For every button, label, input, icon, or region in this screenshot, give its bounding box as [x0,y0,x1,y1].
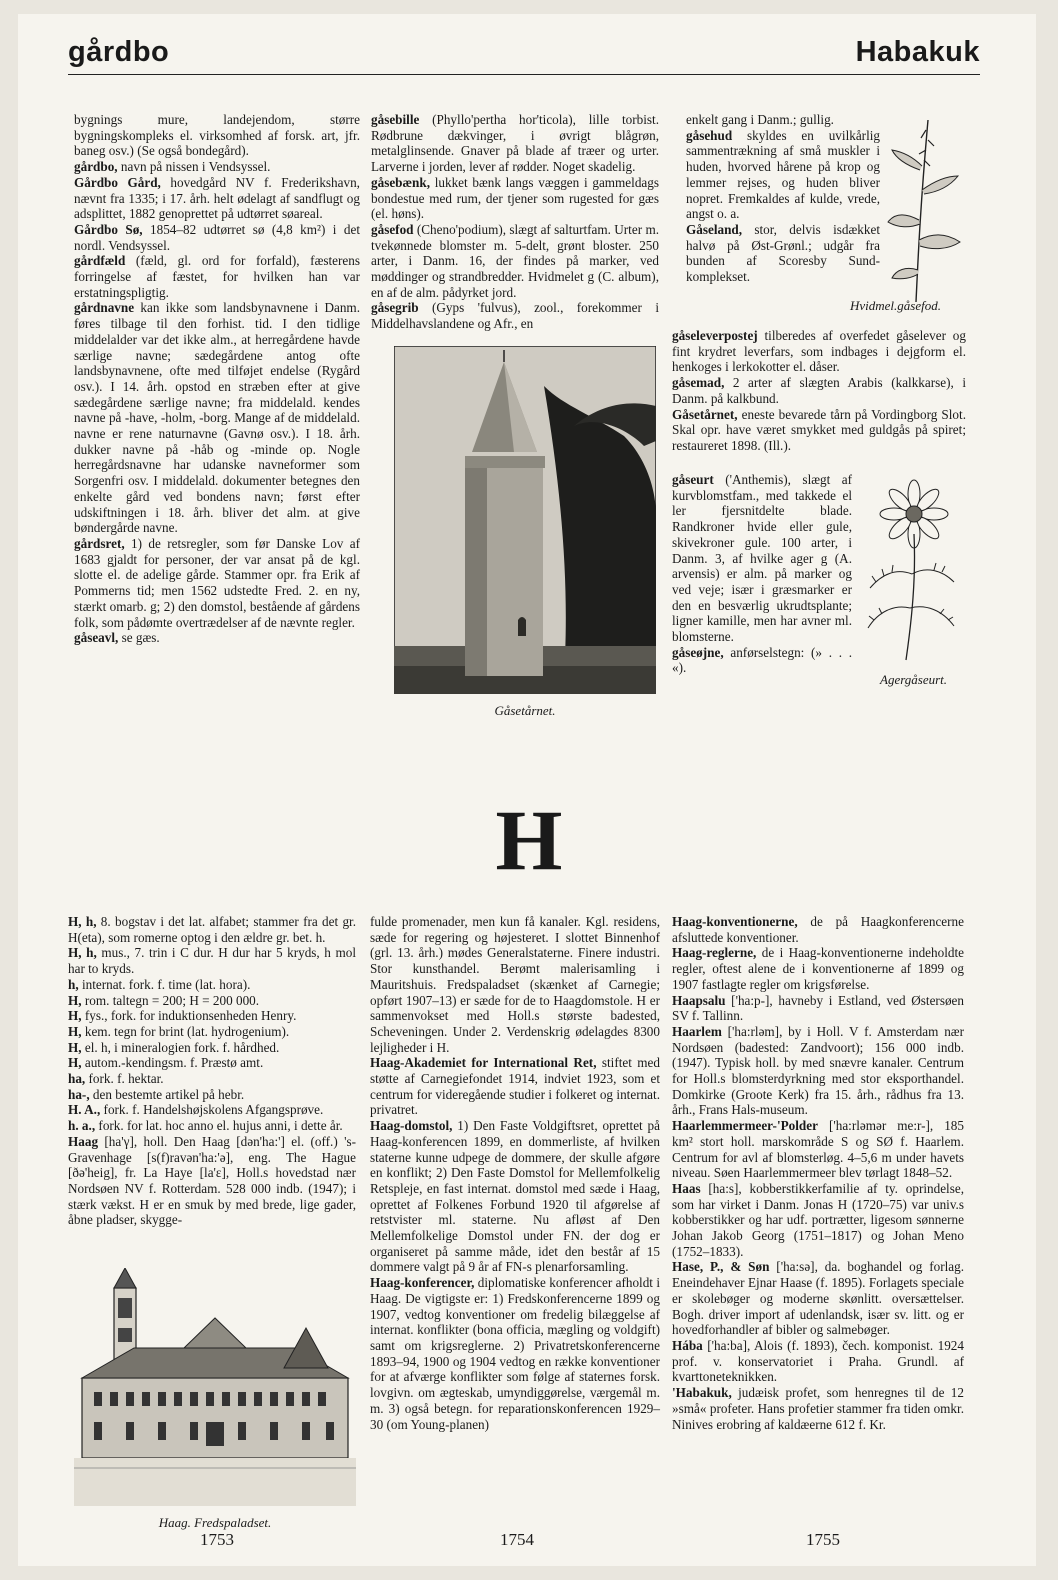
entry [74,112,360,159]
top-column-3b [672,328,966,454]
entry [68,1118,356,1134]
entry [371,175,659,222]
entry [371,300,659,331]
entry-headword: ha, [68,1071,86,1087]
entry-text: internat. fork. f. time (lat. hora). [78,976,251,992]
entry-text: de i Haag-konventionerne indeholdte regler, oftest alene de i konventionerne af 1899 og 1907 fastlagte regler om krigsførelse. [672,945,964,992]
entry [672,1181,964,1260]
entry [74,159,360,175]
entry-headword: Gåsetårnet, [672,406,738,422]
entry-text: fork. for lat. hoc anno el. hujus anni, i dette år. [95,1118,343,1134]
entry-headword: 'Habakuk, [672,1385,732,1401]
entry-headword: gåseavl, [74,630,119,646]
entry-headword: gåseleverpostej [672,328,758,343]
top-column-1 [74,112,360,646]
haag-figure [74,1268,356,1530]
entry-headword: gåseøjne, [672,644,724,660]
entry [68,1102,356,1118]
entry-headword: H, h, [68,945,97,961]
entry [672,645,852,676]
entry [370,1055,660,1118]
entry-headword: Hába [672,1337,703,1353]
entry [686,112,880,128]
entry-text: anførselstegn: (» . . . «). [672,644,852,676]
entry-headword: H. A., [68,1102,101,1118]
entry-headword: gårdbo, [74,159,118,175]
entry [74,222,360,253]
entry [68,914,356,945]
entry [68,977,356,993]
entry [370,1118,660,1275]
entry-text: hovedgård NV f. Frederikshavn, nævnt fra 1335; i 17. årh. helt ødelagt af sandflugt og adsplittet, 1882 genoprettet på udtørret søareal. [74,174,360,222]
entry [68,1071,356,1087]
entry-headword: ha-, [68,1086,90,1102]
entry-text: bygnings mure, landejendom, større bygningskompleks el. virksomhed af forsk. art, jfr. baneg osv.) (Se også bondegård). [74,112,360,159]
entry-text: ('Anthemis), slægt af kurvblomstfam., med takkede el ler fjersnitdelte blade. Randkroner hvide eller gule, skivekroner gule. 100 arter, i Danm. 3, af hvilke ager g (A. arvensis) er alm. på marker og ved veje; især i græsmarker er den en besværlig ukrudtsplante; ligner kamille, men har avner ml. blomsterne. [672,472,852,645]
entry-headword: h, [68,976,79,992]
entry-headword: H, [68,992,82,1008]
entry-text: skyldes en uvilkårlig sammentrækning af små muskler i huden, hvorved hårene på krop og lemmer rejses, og huden bliver nopret. Fremkaldes af kulde, vrede, angst o. a. [686,127,880,222]
entry [74,175,360,222]
entry [370,1275,660,1432]
section-letter: H [495,792,563,888]
top-column-2 [371,112,659,332]
entry-text: kem. tegn for brint (lat. hydrogenium). [81,1023,290,1039]
entry-text: 8. bogstav i det lat. alfabet; stammer fra det gr. H(eta), som romerne optog i den ældre gr. bet. h. [68,914,356,945]
top-column-3c [672,472,852,676]
entry [74,630,360,646]
entry [74,253,360,300]
entry-text: tilberedes af overfedet gåselever og fint krydret leverfars, som indbages i dejgform el. henkoges i lerkokotter el. dåser. [672,328,966,375]
page-number-1: 1753 [200,1530,234,1549]
top-column-3a [686,112,880,285]
running-head-left: gårdbo [68,36,170,68]
entry-text: (Phyllo'pertha hor'ticola), lille torbist. Rødbrune dækvinger, i øvrigt blågrøn, metalglinsende. Gnaver på blade af træer og urter. Larverne i jorden, lever af rødder. Noget skadelig. [371,112,659,175]
bottom-column-2 [370,914,660,1432]
entry-text: kan ikke som landsbynavnene i Danm. føres tilbage til den forhist. tid. I den tidlige middelalder var det ikke alm., at herregårdene havde særlige navne; sædegårdene antog ofte landsbynavnene, ofte med tilføjet endelse (Rygård osv.). I 14. årh. opstod en stræben efter at give sædegårdene særlige navne; fra middelald. kendes navne på -have, -holm, -borg. Mange af de middelald. navne er rene naturnavne (Gavnø osv.). I 18. årh. dukker navne på -håb og -minde op. Nogle herregårdsnavne har udanske navneformer som Sorgenfri osv. I middelald. dokumenter betegnes den enkelte gård ved bondens navn; først efter udskiftningen i 18. årh. bliver det alm. at give bøndergårde navne. [74,300,360,536]
entry [371,222,659,301]
entry [672,328,966,375]
entry-headword: H, [68,1023,82,1039]
entry [371,112,659,175]
header-rule [68,74,980,75]
entry [370,914,660,1055]
entry [672,472,852,645]
entry-text: ['ha:rləmər me:r-], 185 km² stort holl. marskområde S og SØ f. Haarlem. Centrum for avl af blomsterløg. 4–5,6 m under havets niveau. Søen Haarlemmermeer blev tørlagt 1848–52. [672,1118,964,1181]
entry-text: (fæld, gl. ord for forfald), fæsterens forringelse af fæstet, for hvilken han var erstatningspligtig. [74,253,360,300]
entry [672,407,966,454]
page-number-2: 1754 [500,1530,534,1549]
entry-text: diplomatiske konferencer afholdt i Haag. De vigtigste er: 1) Fredskonferencerne 1899 og 1907, vedtog konventioner om fredelig bilæggelse af internat. konflikter (bona officia, mægling og voldgift) samt om krigsreglerne. 2) Privatretskonferencerne 1893–94, 1900 og 1904 vedtog en række konventioner for at afværge konflikter som følge af staternes forsk. lovgivn. om ægteskab, umyndiggørelse, værgemål m. m. 3) også betegn. for reparationskonferencen 1929–30 (om Young-planen) [370,1275,660,1432]
entry [672,1259,964,1338]
entry-headword: gåsebænk, [371,174,430,190]
entry-headword: Haag-domstol, [370,1118,453,1134]
gasefod-caption: Hvidmel.gåsefod. [850,298,941,313]
entry-headword: Haag-konventionerne, [672,914,798,929]
entry-headword: gårdsret, [74,535,125,551]
entry [672,375,966,406]
entry-headword: Haapsalu [672,992,726,1008]
entry-text: 1) de retsregler, som før Danske Lov af 1683 gjaldt for personer, der var ansat på de kgl. slotte el. de adelige gårde. Stammer opr. fra Erik af Pommerns tid; men 1562 udstedte Fred. 2. en ny, stærkt omarb. g; 2) den domstol, bestående af gårdens folk, som pådømte overtrædelser af de nævnte regler. [74,535,360,630]
entry-text: (Cheno'podium), slægt af salturtfam. Urter m. tvekønnede blomster m. 5-delt, grønt bloster. 250 arter, i Danm. 16, der findes på marker, ved møddinger og strandbredder. Hvidmelet g (C. album), en af de alm. pådyrket jord. [371,221,659,300]
agergaseurt-figure [856,478,966,668]
entry-text: judæisk profet, som henregnes til de 12 »små« profeter. Hans profetier stammer fra tiden omkr. Ninives erobring af kaldæerne 612 f. Kr. [672,1385,964,1432]
entry-headword: gårdnavne [74,300,135,316]
entry [672,993,964,1024]
entry-headword: Haarlem [672,1023,722,1039]
entry-text: fork. f. Handelshøjskolens Afgangsprøve. [100,1102,324,1118]
entry-text: se gæs. [118,630,160,646]
entry-headword: gåsegrib [371,300,419,316]
entry-headword: H, [68,1039,82,1055]
entry [68,1040,356,1056]
entry-headword: H, h, [68,914,97,929]
entry-headword: gårdfæld [74,253,126,269]
entry-text: 2 arter af slægten Arabis (kalkkarse), i Danm. på kalkbund. [672,375,966,406]
entry-text: enkelt gang i Danm.; gullig. [686,112,834,127]
agergaseurt-caption: Agergåseurt. [880,672,948,687]
entry-headword: Haag-reglerne, [672,945,757,961]
entry-text: [ha'γ], holl. Den Haag [dən'ha:'] el. (off.) 's-Gravenhage [s(f)ravən'ha:'ə], eng. The Hague [ðə'heig], fr. La Haye [la'ε], Holl.s hovedstad nær Nordsøen NV f. Rotterdam. 528 000 indb. (1947); i stærk vækst. H er en smuk by med brede, lige gader, åbne pladser, skygge- [68,1133,356,1228]
entry-text: [ha:s], kobberstikkerfamilie af ty. oprindelse, som har virket i Danm. Jonas H (1720–75) var univ.s kobberstikker og har udf. portrætter, ligesom sønnerne Johan Jakob Georg (1751–1817) og Johan Meno (1752–1833). [672,1180,964,1259]
entry [672,1338,964,1385]
entry [68,1087,356,1103]
fredspaladset-engraving [74,1268,356,1506]
page-number-3: 1755 [806,1530,840,1549]
entry [672,1118,964,1181]
entry-text: el. h, i mineralogien fork. f. hårdhed. [81,1039,280,1055]
entry [68,1008,356,1024]
entry-text: 1) Den Faste Voldgiftsret, oprettet på Haag-konferencen 1899, en dommerliste, af hvilken staterne kunne udpege de dommere, der skulle afgøre en konflikt; 2) Den Faste Domstol for Mellemfolkelig Retspleje, en fast internat. domstol med sæde i Haag, oprettet af Folkenes Forbund 1920 til afgørelse af retstvister ml. staterne. Nu afløst af Den Mellemfolkelige Domstol under FN. der dog er organiseret på samme måde, idet den består af 15 dommere valgt på 9 år af FN-s plenarforsamling. [370,1118,660,1275]
entry-headword: gåsebille [371,112,420,127]
entry-headword: Haag-Akademiet for International Ret, [370,1055,597,1071]
entry-headword: gåseurt [672,472,714,487]
entry-headword: gåsefod [371,221,414,237]
running-head-right: Habakuk [855,36,980,68]
entry-text: de på Haagkonferencerne afsluttede konventioner. [672,914,964,945]
entry-text: eneste bevarede tårn på Vordingborg Slot. Skal opr. have været smykket med guldgås på spiret; restaureret 1898. (Ill.). [672,406,966,453]
entry-headword: Haas [672,1180,701,1196]
entry [672,1385,964,1432]
entry-headword: H, [68,1055,82,1071]
entry [68,1055,356,1071]
entry-headword: Gåseland, [686,221,743,237]
entry-headword: Gårdbo Gård, [74,174,161,190]
agergaseurt-plant-illustration [856,478,966,664]
entry-text: ['ha:p-], havneby i Estland, ved Østersøen SV f. Tallinn. [672,992,964,1024]
entry [68,993,356,1009]
entry-text: stor, delvis isdækket halvø på Øst-Grønl.; udgår fra bunden af Scoresby Sund-komplekset. [686,221,880,285]
bottom-column-1 [68,914,356,1228]
entry-headword: gåsemad, [672,375,725,391]
tower-caption: Gåsetårnet. [494,703,556,718]
tower-figure [394,346,656,718]
entry-text: mus., 7. trin i C dur. H dur har 5 kryds, h mol har to kryds. [68,945,357,977]
entry-headword: H, [68,1008,82,1024]
entry-text: autom.-kendingsm. f. Præstø amt. [81,1055,264,1071]
gasefod-plant-illustration [886,110,966,306]
haag-caption: Haag. Fredspaladset. [158,1515,272,1530]
entry-text: navn på nissen i Vendsyssel. [117,159,271,175]
entry-text: lukket bænk langs væggen i gammeldags bondestue med rum, der tjener som rugested for gæs (el. høns). [371,174,659,222]
entry-text: den bestemte artikel på hebr. [89,1086,245,1102]
entry-text: ['ha:ba], Alois (f. 1893), čech. komponist. 1924 prof. v. konservatoriet i Praha. Grundl. af kvarttoneteknikken. [672,1337,964,1385]
entry [68,1024,356,1040]
entry-text: rom. taltegn = 200; H = 200 000. [81,992,260,1008]
entry [672,914,964,945]
entry-headword: h. a., [68,1118,96,1134]
entry-text: 1854–82 udtørret sø (4,8 km²) i det nordl. Vendsyssel. [74,221,360,253]
entry [672,945,964,992]
bottom-column-3 [672,914,964,1432]
entry [686,128,880,222]
entry-text: ['ha:sə], da. boghandel og forlag. Eneindehaver Ejnar Haase (f. 1895). Forlagets speciale er skolebøger og moderne skønlitt. oversættelser. Bogh. driver import af udenlandsk, især sv. litt. og er hovedforhandler af bibler og salmebøger. [672,1259,964,1338]
entry [68,945,356,976]
entry-headword: Haag-konferencer, [370,1275,475,1291]
gasetarnet-photo [394,346,656,694]
entry-text: ['ha:rləm], by i Holl. V f. Amsterdam nær Nordsøen (badested: Zandvoort); 156 000 indb. (1947). Typisk holl. by med snævre kanaler. Centrum for Holl.s blomsterdyrkning med stor eksporthandel. Domkirke (Groote Kerk) fra 15. årh., rådhus fra 13. årh., Frans Hals-museum. [672,1023,964,1118]
entry [686,222,880,285]
entry-text: stiftet med støtte af Carnegiefondet 1914, indviet 1923, som et centrum for videregående studier i folkeret og internat. privatret. [370,1055,660,1118]
entry-text: fork. f. hektar. [85,1071,164,1087]
entry-headword: Haag [68,1133,99,1149]
entry-headword: Gårdbo Sø, [74,221,143,237]
entry-text: fys., fork. for induktionsenheden Henry. [81,1008,297,1024]
entry [68,1134,356,1228]
entry-headword: Haarlemmermeer-'Polder [672,1118,818,1134]
gasefod-figure [886,110,966,310]
entry-headword: gåsehud [686,127,733,143]
entry-headword: Hase, P., & Søn [672,1259,770,1275]
entry-text: fulde promenader, men kun få kanaler. Kgl. residens, sæde for regering og højesteret. I slottet Binnenhof (grl. 13. årh.) mødes Generalstaterne. Finere industri. Stor kunsthandel. Berømt malerisamling i Mauritshuis. Fredspaladset (skænket af Carnegie; opført 1907–13) er sæde for de to Haagdomstole. H er sammenvokset med Holl.s største badested, Scheveningen. Under 2. Verdenskrig ødelagdes 8300 lejligheder i H. [370,914,660,1055]
entry [74,536,360,630]
entry-text: (Gyps 'fulvus), zool., forekommer i Middelhavslandene og Afr., en [371,300,659,332]
entry [672,1024,964,1118]
entry [74,300,360,536]
